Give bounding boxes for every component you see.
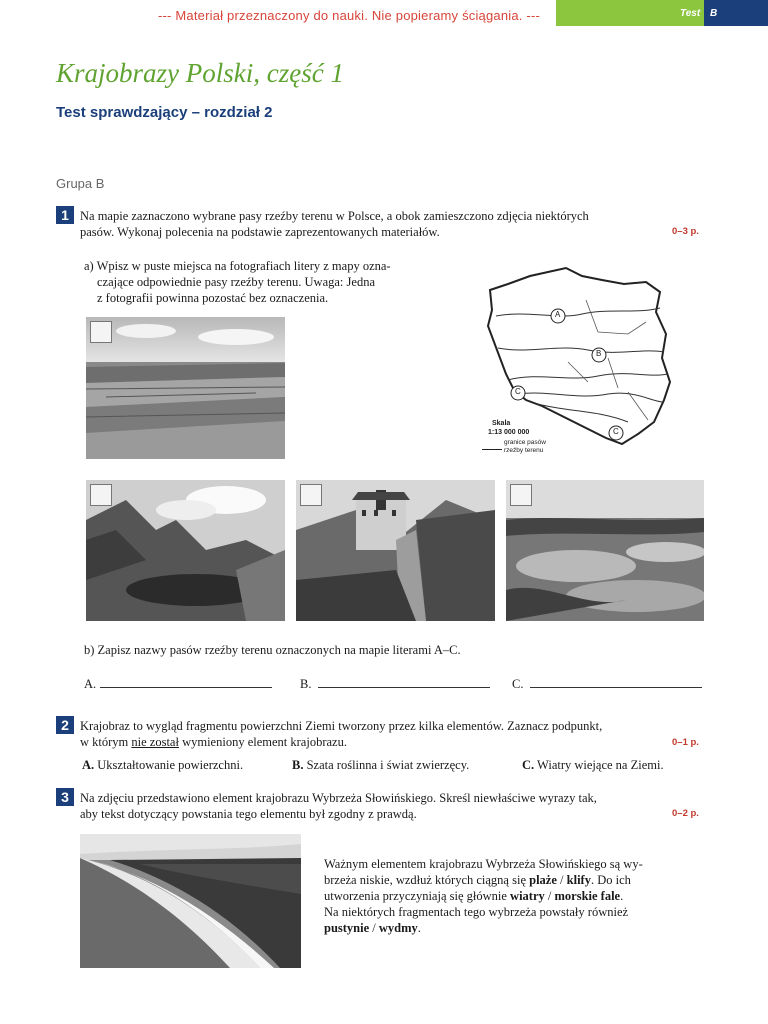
question-2-line-2 [80,734,705,750]
question-3-points: 0–2 p. [672,808,699,819]
question-1a-line-1: a) Wpisz w puste miejsca na fotografiach litery z mapy ozna- [84,259,391,273]
choice-separator-2: / [544,889,555,903]
poland-relief-map [478,262,678,462]
question-3-line-1: Na zdjęciu przedstawiono element krajobrazu Wybrzeża Słowińskiego. Skreśl niewłaściwe wyrazy tak, [80,791,597,805]
choice-separator-1: / [556,873,567,887]
answer-c-line[interactable] [530,686,702,688]
photo-mountain-answer-box[interactable] [90,484,112,506]
header-group-letter: B [710,8,718,19]
map-legend-line-2: rzeźby terenu [504,447,544,454]
choice-winds[interactable]: wiatry [510,889,545,903]
map-legend-line [482,449,502,450]
header-test-label: Test [680,8,701,19]
choice-sea-waves[interactable]: morskie fale [554,889,621,903]
paragraph-line-1: Ważnym elementem krajobrazu Wybrzeża Słowińskiego są wy- [324,857,643,871]
disclaimer-banner: --- Materiał przeznaczony do nauki. Nie popieramy ściągania. --- [158,8,541,23]
page-subtitle: Test sprawdzający – rozdział 2 [56,104,273,121]
question-2-text [80,718,705,750]
map-label-a: A [555,310,561,319]
choice-deserts[interactable]: pustynie [324,921,370,935]
question-2-option-a[interactable] [82,757,243,773]
question-3-text [80,790,705,822]
question-2-number: 2 [56,716,74,734]
option-c-letter: C. [522,758,535,772]
paragraph-line-5-post: . [417,921,421,935]
question-1a-line-3: z fotografii powinna pozostać bez oznaczenia. [97,291,329,305]
paragraph-line-4: Na niektórych fragmentach tego wybrzeża powstały również [324,905,629,919]
photo-lakeland-answer-box[interactable] [510,484,532,506]
paragraph-line-2-post: . Do ich [590,873,631,887]
photo-slowinski-coast [80,834,301,968]
map-legend-line-1: granice pasów [504,439,546,446]
question-2-option-b[interactable] [292,757,469,773]
answer-c-label: C. [512,677,524,691]
question-3-number: 3 [56,788,74,806]
paragraph-line-3 [324,888,704,904]
photo-castle-upland [296,480,495,621]
choice-separator-3: / [369,921,379,935]
paragraph-line-5 [324,920,704,936]
map-label-c-west: C [515,387,521,396]
question-1-line-1: Na mapie zaznaczono wybrane pasy rzeźby terenu w Polsce, a obok zamieszczono zdjęcia niektórych [80,209,589,223]
question-1-points: 0–3 p. [672,226,699,237]
paragraph-line-2-pre: brzeża niskie, wzdłuż których ciągną się [324,873,530,887]
question-3-paragraph [324,856,704,936]
question-2-option-c[interactable] [522,757,664,773]
paragraph-line-2 [324,872,704,888]
choice-cliffs[interactable]: klify [566,873,591,887]
question-1a-instruction [84,258,454,306]
question-2-line-1: Krajobraz to wygląd fragmentu powierzchni Ziemi tworzony przez kilka elementów. Zaznacz podpunkt, [80,719,603,733]
answer-b-line[interactable] [318,686,490,688]
choice-beaches[interactable]: plaże [529,873,557,887]
photo-lowland-fields [86,317,285,459]
question-2-points: 0–1 p. [672,737,699,748]
answer-b-label: B. [300,677,312,691]
option-a-letter: A. [82,758,95,772]
map-label-b: B [596,349,602,358]
photo-lowland-answer-box[interactable] [90,321,112,343]
option-c-text: Wiatry wiejące na Ziemi. [534,758,664,772]
paragraph-line-3-post: . [620,889,624,903]
map-label-c-east: C [613,427,619,436]
group-label: Grupa B [56,176,105,191]
question-1-text [80,208,705,240]
question-1-number: 1 [56,206,74,224]
question-2-line-2-post: wymieniony element krajobrazu. [178,735,347,749]
question-3-line-2: aby tekst dotyczący powstania tego elementu był zgodny z prawdą. [80,807,417,821]
map-legend [504,439,546,455]
question-1a-line-2: czające odpowiednie pasy rzeźby terenu. Uwaga: Jedna [97,275,375,289]
paragraph-line-3-pre: utworzenia przyczyniają się głównie [324,889,511,903]
photo-lakeland [506,480,704,621]
question-2-emphasis: nie został [131,735,179,749]
question-2-line-2-pre: w którym [80,735,132,749]
question-1b-instruction: b) Zapisz nazwy pasów rzeźby terenu oznaczonych na mapie literami A–C. [84,643,461,657]
option-b-letter: B. [292,758,304,772]
map-scale-value: 1:13 000 000 [488,429,530,436]
answer-a-label: A. [84,677,97,691]
option-a-text: Ukształtowanie powierzchni. [94,758,244,772]
photo-mountain-lake [86,480,285,621]
photo-castle-answer-box[interactable] [300,484,322,506]
answer-a-line[interactable] [100,686,272,688]
page-title: Krajobrazy Polski, część 1 [56,58,344,88]
question-1-line-2: pasów. Wykonaj polecenia na podstawie zaprezentowanych materiałów. [80,225,440,239]
option-b-text: Szata roślinna i świat zwierzęcy. [303,758,470,772]
choice-dunes[interactable]: wydmy [378,921,418,935]
map-scale-title: Skala [492,420,511,427]
